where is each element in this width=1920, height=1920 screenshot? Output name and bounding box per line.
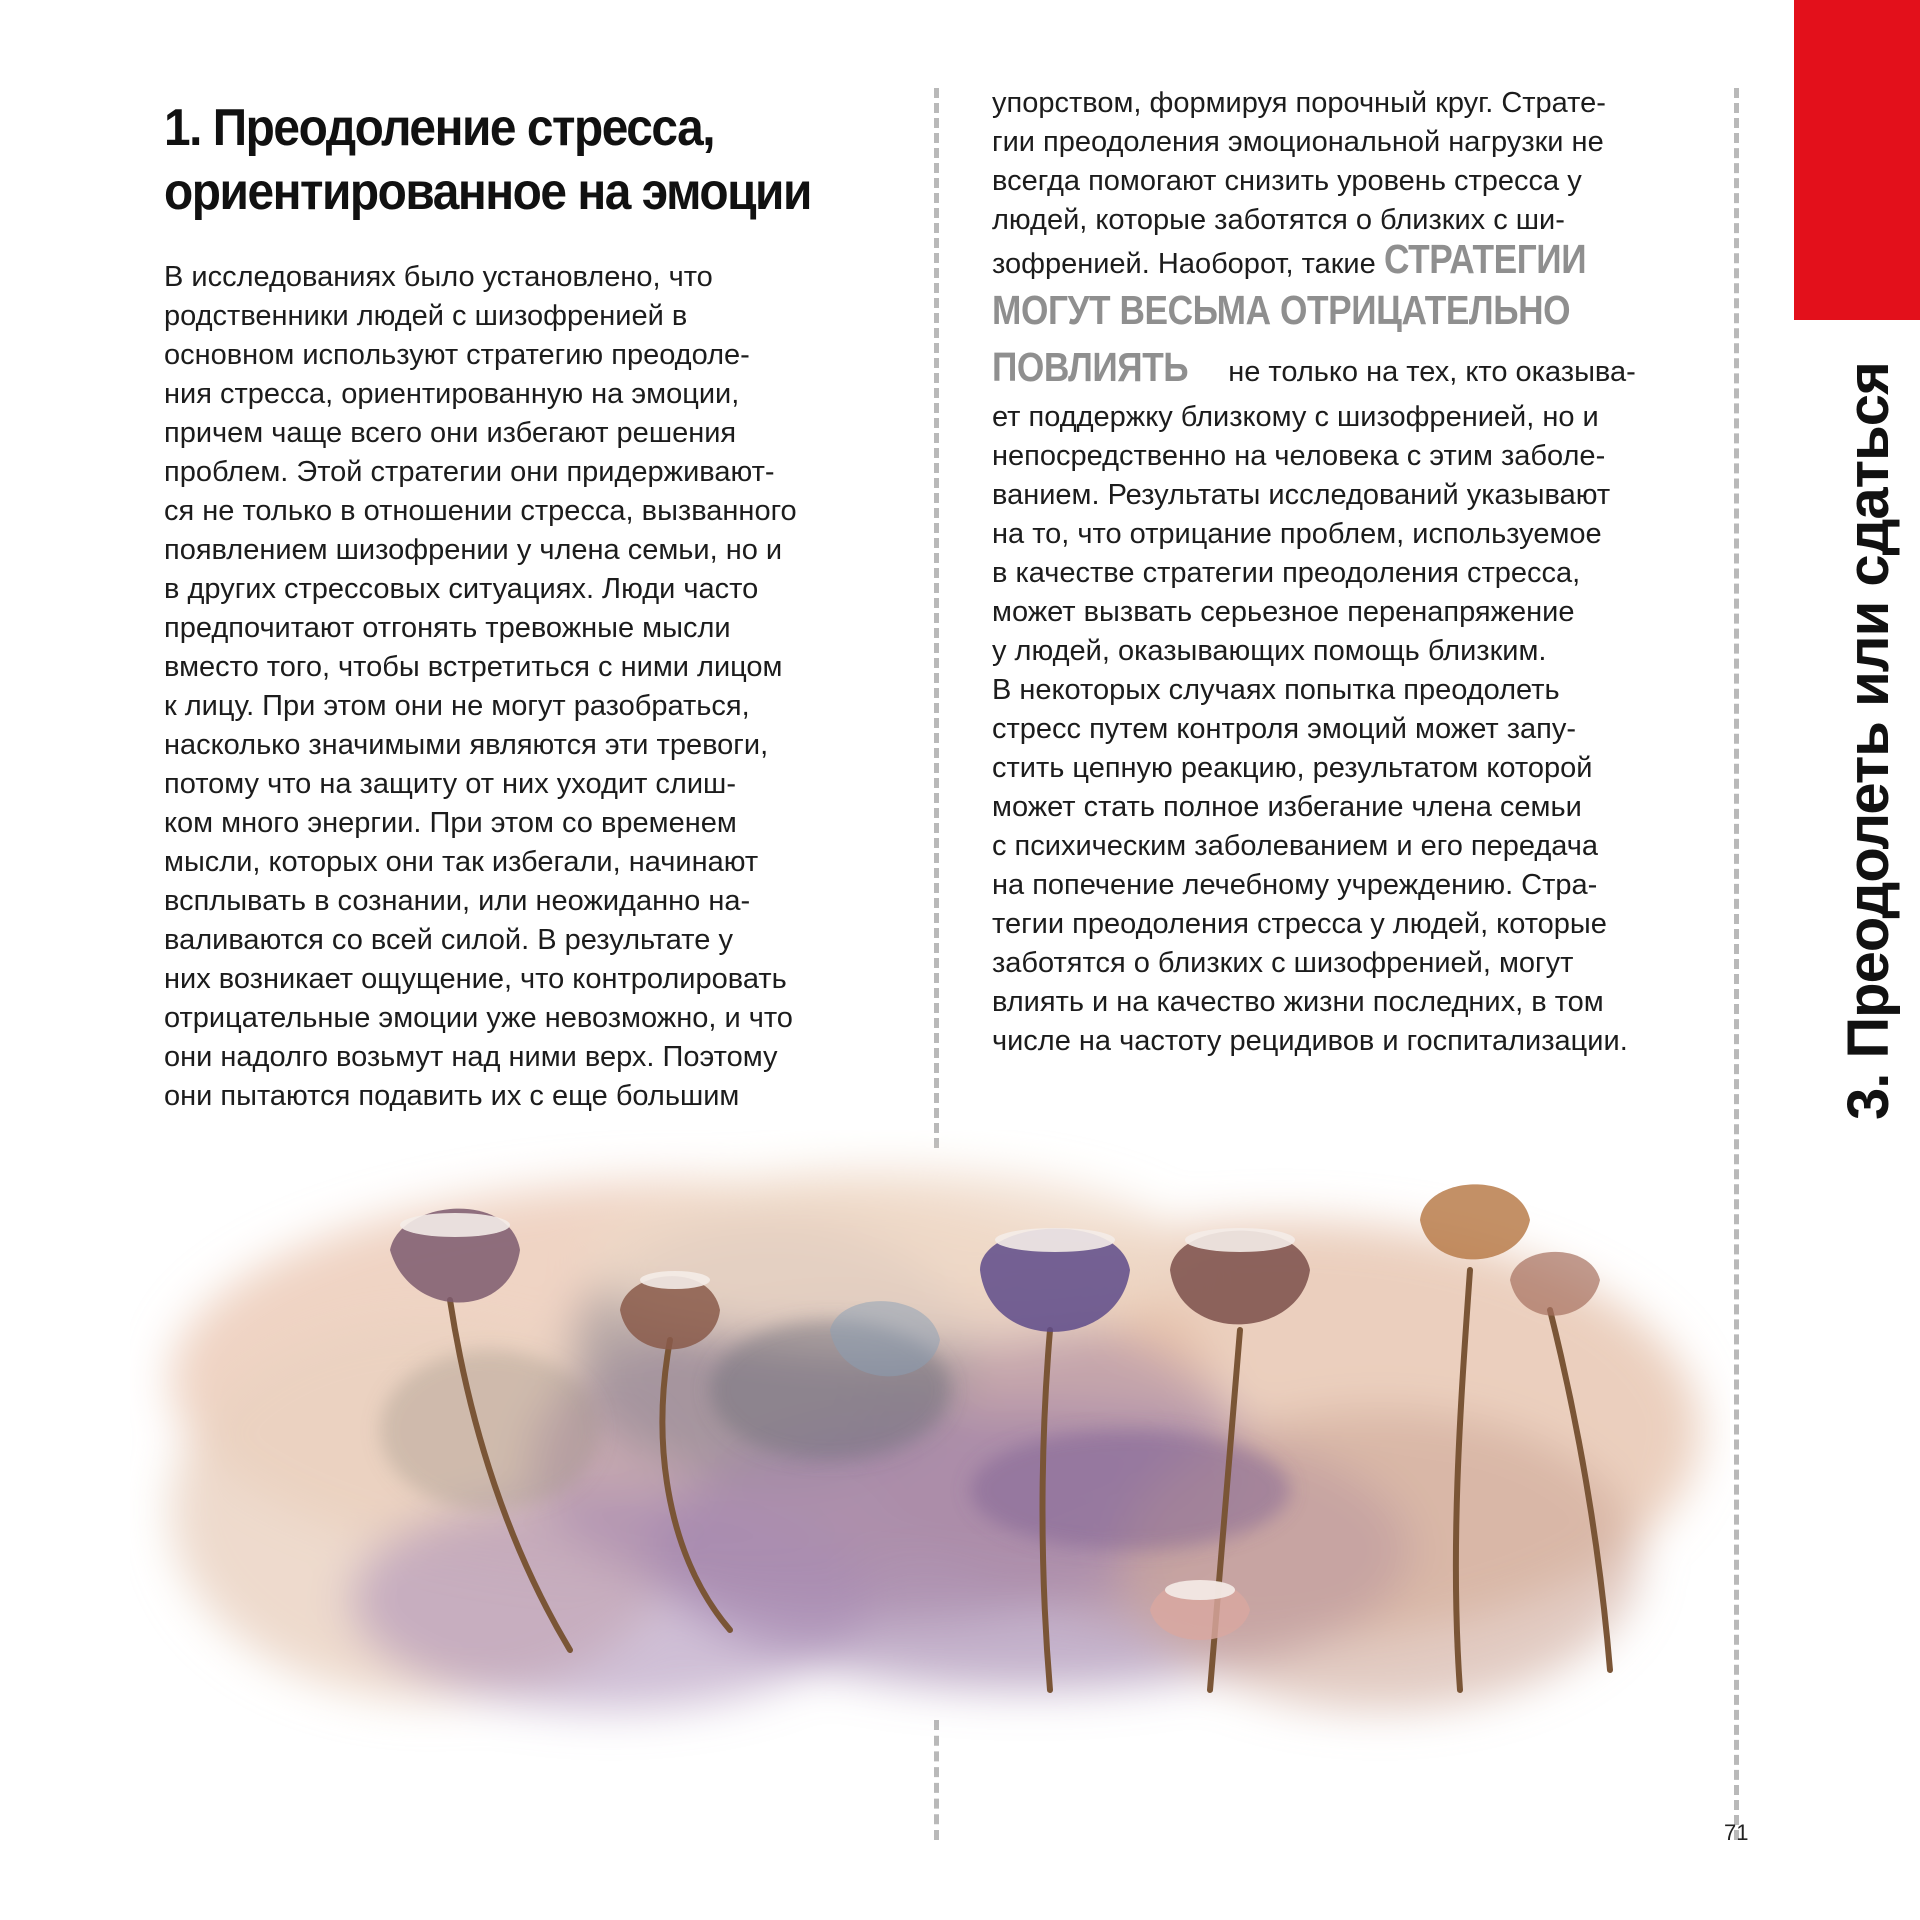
emphasis-text: ПОВЛИЯТЬ [992, 344, 1189, 390]
text-line: упорством, формируя порочный круг. Страте- [992, 87, 1606, 119]
text-line: основном используют стратегию преодоле- [164, 339, 750, 371]
text-line: непосредственно на человека с этим заболе- [992, 440, 1606, 472]
text-line: потому что на защиту от них уходит слиш- [164, 768, 736, 800]
text-line: они пытаются подавить их с еще большим [164, 1080, 740, 1112]
page-number: 71 [1724, 1820, 1749, 1845]
text-line: влиять и на качество жизни последних, в том [992, 986, 1604, 1018]
text-line: отрицательные эмоции уже невозможно, и что [164, 1002, 793, 1034]
chapter-color-tab [1794, 0, 1920, 320]
text-line: в качестве стратегии преодоления стресса, [992, 557, 1581, 589]
text-line: может стать полное избегание члена семьи [992, 791, 1582, 823]
text-line: появлением шизофрении у члена семьи, но и [164, 534, 783, 566]
text-fragment: не только на тех, кто оказыва- [1220, 356, 1636, 388]
text-line: В некоторых случаях попытка преодолеть [992, 674, 1560, 706]
text-line: причем чаще всего они избегают решения [164, 417, 737, 449]
text-line: на то, что отрицание проблем, используемое [992, 518, 1602, 550]
text-line: проблем. Этой стратегии они придерживают- [164, 456, 775, 488]
text-line: гии преодоления эмоциональной нагрузки не [992, 126, 1604, 158]
text-line: ванием. Результаты исследований указывают [992, 479, 1611, 511]
text-line: у людей, оказывающих помощь близким. [992, 635, 1547, 667]
text-line: ком много энергии. При этом со временем [164, 807, 737, 839]
column-divider [934, 88, 939, 1148]
section-heading-line-1: 1. Преодоление стресса, [164, 99, 715, 157]
text-line: насколько значимыми являются эти тревоги, [164, 729, 769, 761]
text-line: стить цепную реакцию, результатом которой [992, 752, 1593, 784]
emphasis-text: СТРАТЕГИИ [1383, 236, 1586, 282]
emphasis-text: МОГУТ ВЕСЬМА ОТРИЦАТЕЛЬНО [992, 287, 1571, 333]
text-line: предпочитают отгонять тревожные мысли [164, 612, 731, 644]
text-line: людей, которые заботятся о близких с ши- [992, 204, 1565, 236]
text-line: в других стрессовых ситуациях. Люди часто [164, 573, 759, 605]
text-line: мысли, которых они так избегали, начинают [164, 846, 759, 878]
text-line: валиваются со всей силой. В результате у [164, 924, 733, 956]
text-line: вместо того, чтобы встретиться с ними лицом [164, 651, 783, 683]
text-fragment: зофренией. Наоборот, такие [992, 248, 1384, 280]
section-heading [164, 96, 826, 224]
text-line [992, 284, 1712, 341]
text-line: них возникает ощущение, что контролировать [164, 963, 787, 995]
text-line: В исследованиях было установлено, что [164, 261, 713, 293]
text-line: к лицу. При этом они не могут разобраться, [164, 690, 750, 722]
margin-divider [1734, 88, 1739, 1840]
section-heading-line-2: ориентированное на эмоции [164, 163, 811, 221]
text-line: с психическим заболеванием и его передача [992, 830, 1599, 862]
text-line: заботятся о близких с шизофренией, могут [992, 947, 1574, 979]
text-line: тегии преодоления стресса у людей, которые [992, 908, 1607, 940]
right-text-column [992, 84, 1712, 1061]
text-line: ет поддержку близкому с шизофренией, но и [992, 401, 1599, 433]
text-line: всплывать в сознании, или неожиданно на- [164, 885, 751, 917]
text-line: на попечение лечебному учреждению. Стра- [992, 869, 1598, 901]
text-line: всегда помогают снизить уровень стресса у [992, 165, 1582, 197]
text-line: они надолго возьмут над ними верх. Поэтому [164, 1041, 778, 1073]
left-text-column [164, 258, 884, 1116]
text-line: может вызвать серьезное перенапряжение [992, 596, 1575, 628]
watercolor-dried-flowers-illustration [130, 1130, 1730, 1790]
text-line: родственники людей с шизофренией в [164, 300, 688, 332]
text-line: числе на частоту рецидивов и госпитализации. [992, 1025, 1628, 1057]
text-line [992, 341, 1712, 398]
text-line: стресс путем контроля эмоций может запу- [992, 713, 1576, 745]
chapter-side-title: 3. Преодолеть или сдаться [1836, 362, 1901, 1120]
text-line [992, 236, 1712, 284]
text-line: ния стресса, ориентированную на эмоции, [164, 378, 740, 410]
text-line: ся не только в отношении стресса, вызванного [164, 495, 797, 527]
